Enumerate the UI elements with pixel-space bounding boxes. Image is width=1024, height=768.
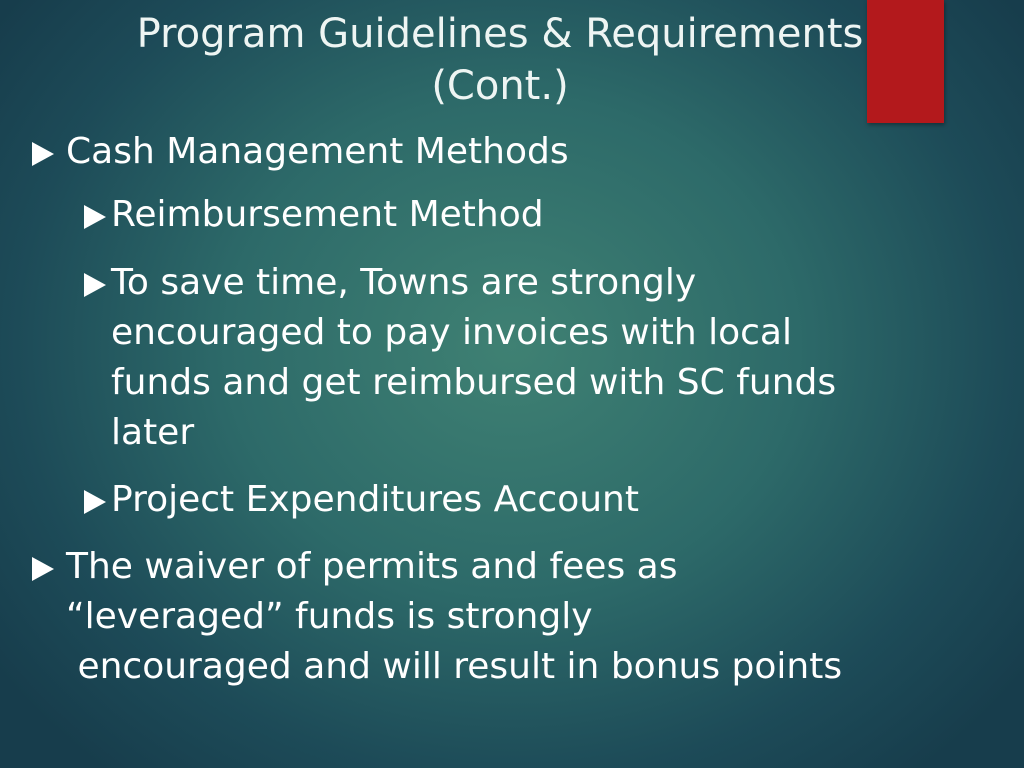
- bullet-text-line-1: To save time, Towns are strongly: [111, 262, 697, 303]
- bullet-text-line-3: funds and get reimbursed with SC funds: [111, 362, 837, 403]
- triangle-bullet-icon: [32, 557, 54, 581]
- triangle-bullet-icon: [84, 490, 106, 514]
- bullet-text-line-2: encouraged to pay invoices with local: [111, 312, 792, 353]
- triangle-bullet-icon: [84, 273, 106, 297]
- bullet-text: Cash Management Methods: [66, 131, 569, 172]
- triangle-bullet-icon: [32, 142, 54, 166]
- slide-title-line-2: (Cont.): [431, 63, 569, 109]
- slide-title-line-1: Program Guidelines & Requirements: [136, 11, 864, 57]
- bullet-text-line-1: The waiver of permits and fees as: [66, 546, 678, 587]
- bullet-text-line-3: encouraged and will result in bonus points: [66, 646, 843, 687]
- triangle-bullet-icon: [84, 205, 106, 229]
- bullet-text: Project Expenditures Account: [111, 479, 639, 520]
- bullet-text: Reimbursement Method: [111, 194, 544, 235]
- bullet-text-line-4: later: [111, 412, 195, 453]
- slide-title: [60, 8, 940, 112]
- bullet-text-line-2: “leveraged” funds is strongly: [66, 596, 593, 637]
